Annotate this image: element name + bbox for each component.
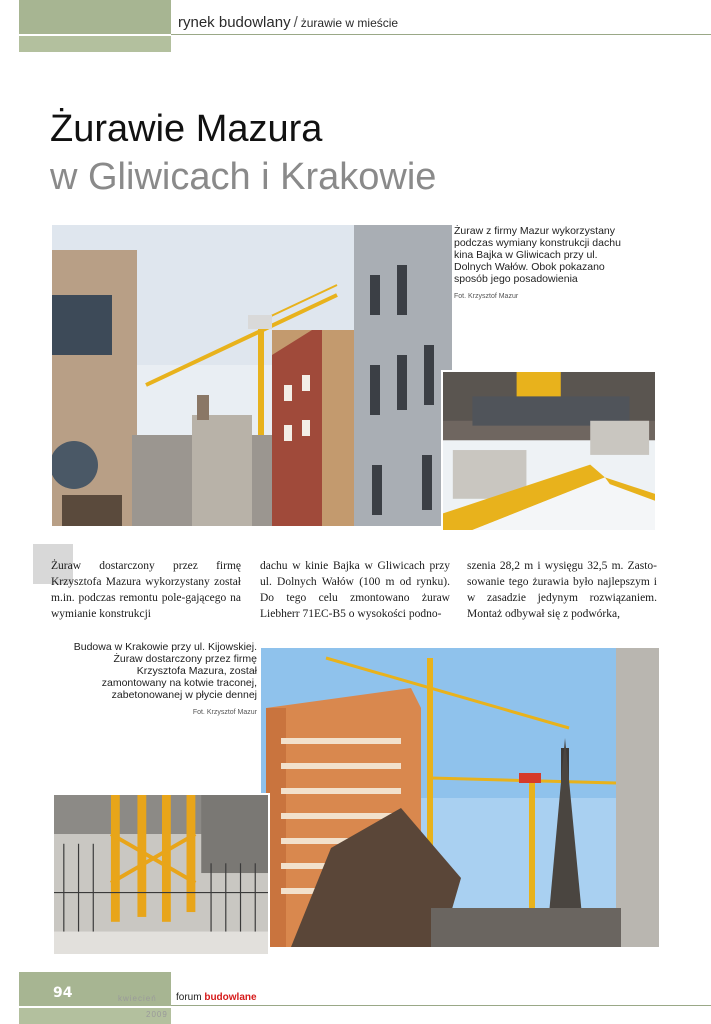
subsection-label: żurawie w mieście (300, 16, 399, 30)
caption-krakow-credit: Fot. Krzysztof Mazur (192, 709, 257, 716)
section-breadcrumb (178, 14, 398, 31)
article-title-line2: w Gliwicach i Krakowie (50, 156, 437, 198)
header-color-strip (19, 36, 171, 52)
header-divider (171, 34, 711, 35)
body-column-3: szenia 28,2 m i wysięgu 32,5 m. Zasto-sowanie tego żurawia było najlepszym i w zasadzie jedynym rozwiązaniem. Montaż odbywał się z podwórka, (467, 560, 657, 620)
brand-forum: forum (176, 992, 202, 1003)
page-number: 94 (53, 985, 73, 1001)
issue-year: 2009 (146, 1010, 168, 1019)
footer-divider (171, 1005, 711, 1006)
caption-gliwice (454, 225, 634, 303)
photo-gliwice-street-crane (52, 225, 452, 526)
caption-gliwice-text: Żuraw z firmy Mazur wykorzystany podczas wymiany konstrukcji dachu kina Bajka w Gliwicach przy ul. Dolnych Wałów. Obok pokazano sposób jego posadowienia (454, 225, 621, 285)
caption-gliwice-credit: Fot. Krzysztof Mazur (454, 293, 519, 300)
section-label: rynek budowlany (178, 14, 291, 31)
issue-month: kwiecień (118, 994, 157, 1003)
magazine-brand (176, 992, 257, 1003)
caption-krakow (70, 641, 257, 719)
photo-crane-foundation (441, 370, 657, 532)
breadcrumb-separator: / (293, 14, 298, 31)
body-column-2: dachu w kinie Bajka w Gliwicach przy ul. Dolnych Wałów (100 m od rynku). Do tego celu zmontowano żuraw Liebherr 71EC-B5 o wysokości podno- (260, 560, 450, 620)
article-title-line1: Żurawie Mazura (50, 108, 323, 150)
header-color-block (19, 0, 171, 34)
photo-krakow-anchor (52, 793, 270, 956)
caption-krakow-text: Budowa w Krakowie przy ul. Kijowskiej. Żuraw dostarczony przez firmę Krzysztofa Mazura, został zamontowany na kotwie traconej, zabetonowanej w płycie dennej (73, 641, 257, 701)
photo-krakow-construction (261, 648, 659, 947)
body-column-1: Żuraw dostarczony przez firmę Krzysztofa Mazura wykorzystany został m.in. podczas remontu pole-gającego na wymianie konstrukcji (51, 560, 241, 620)
brand-budowlane: budowlane (204, 992, 257, 1003)
